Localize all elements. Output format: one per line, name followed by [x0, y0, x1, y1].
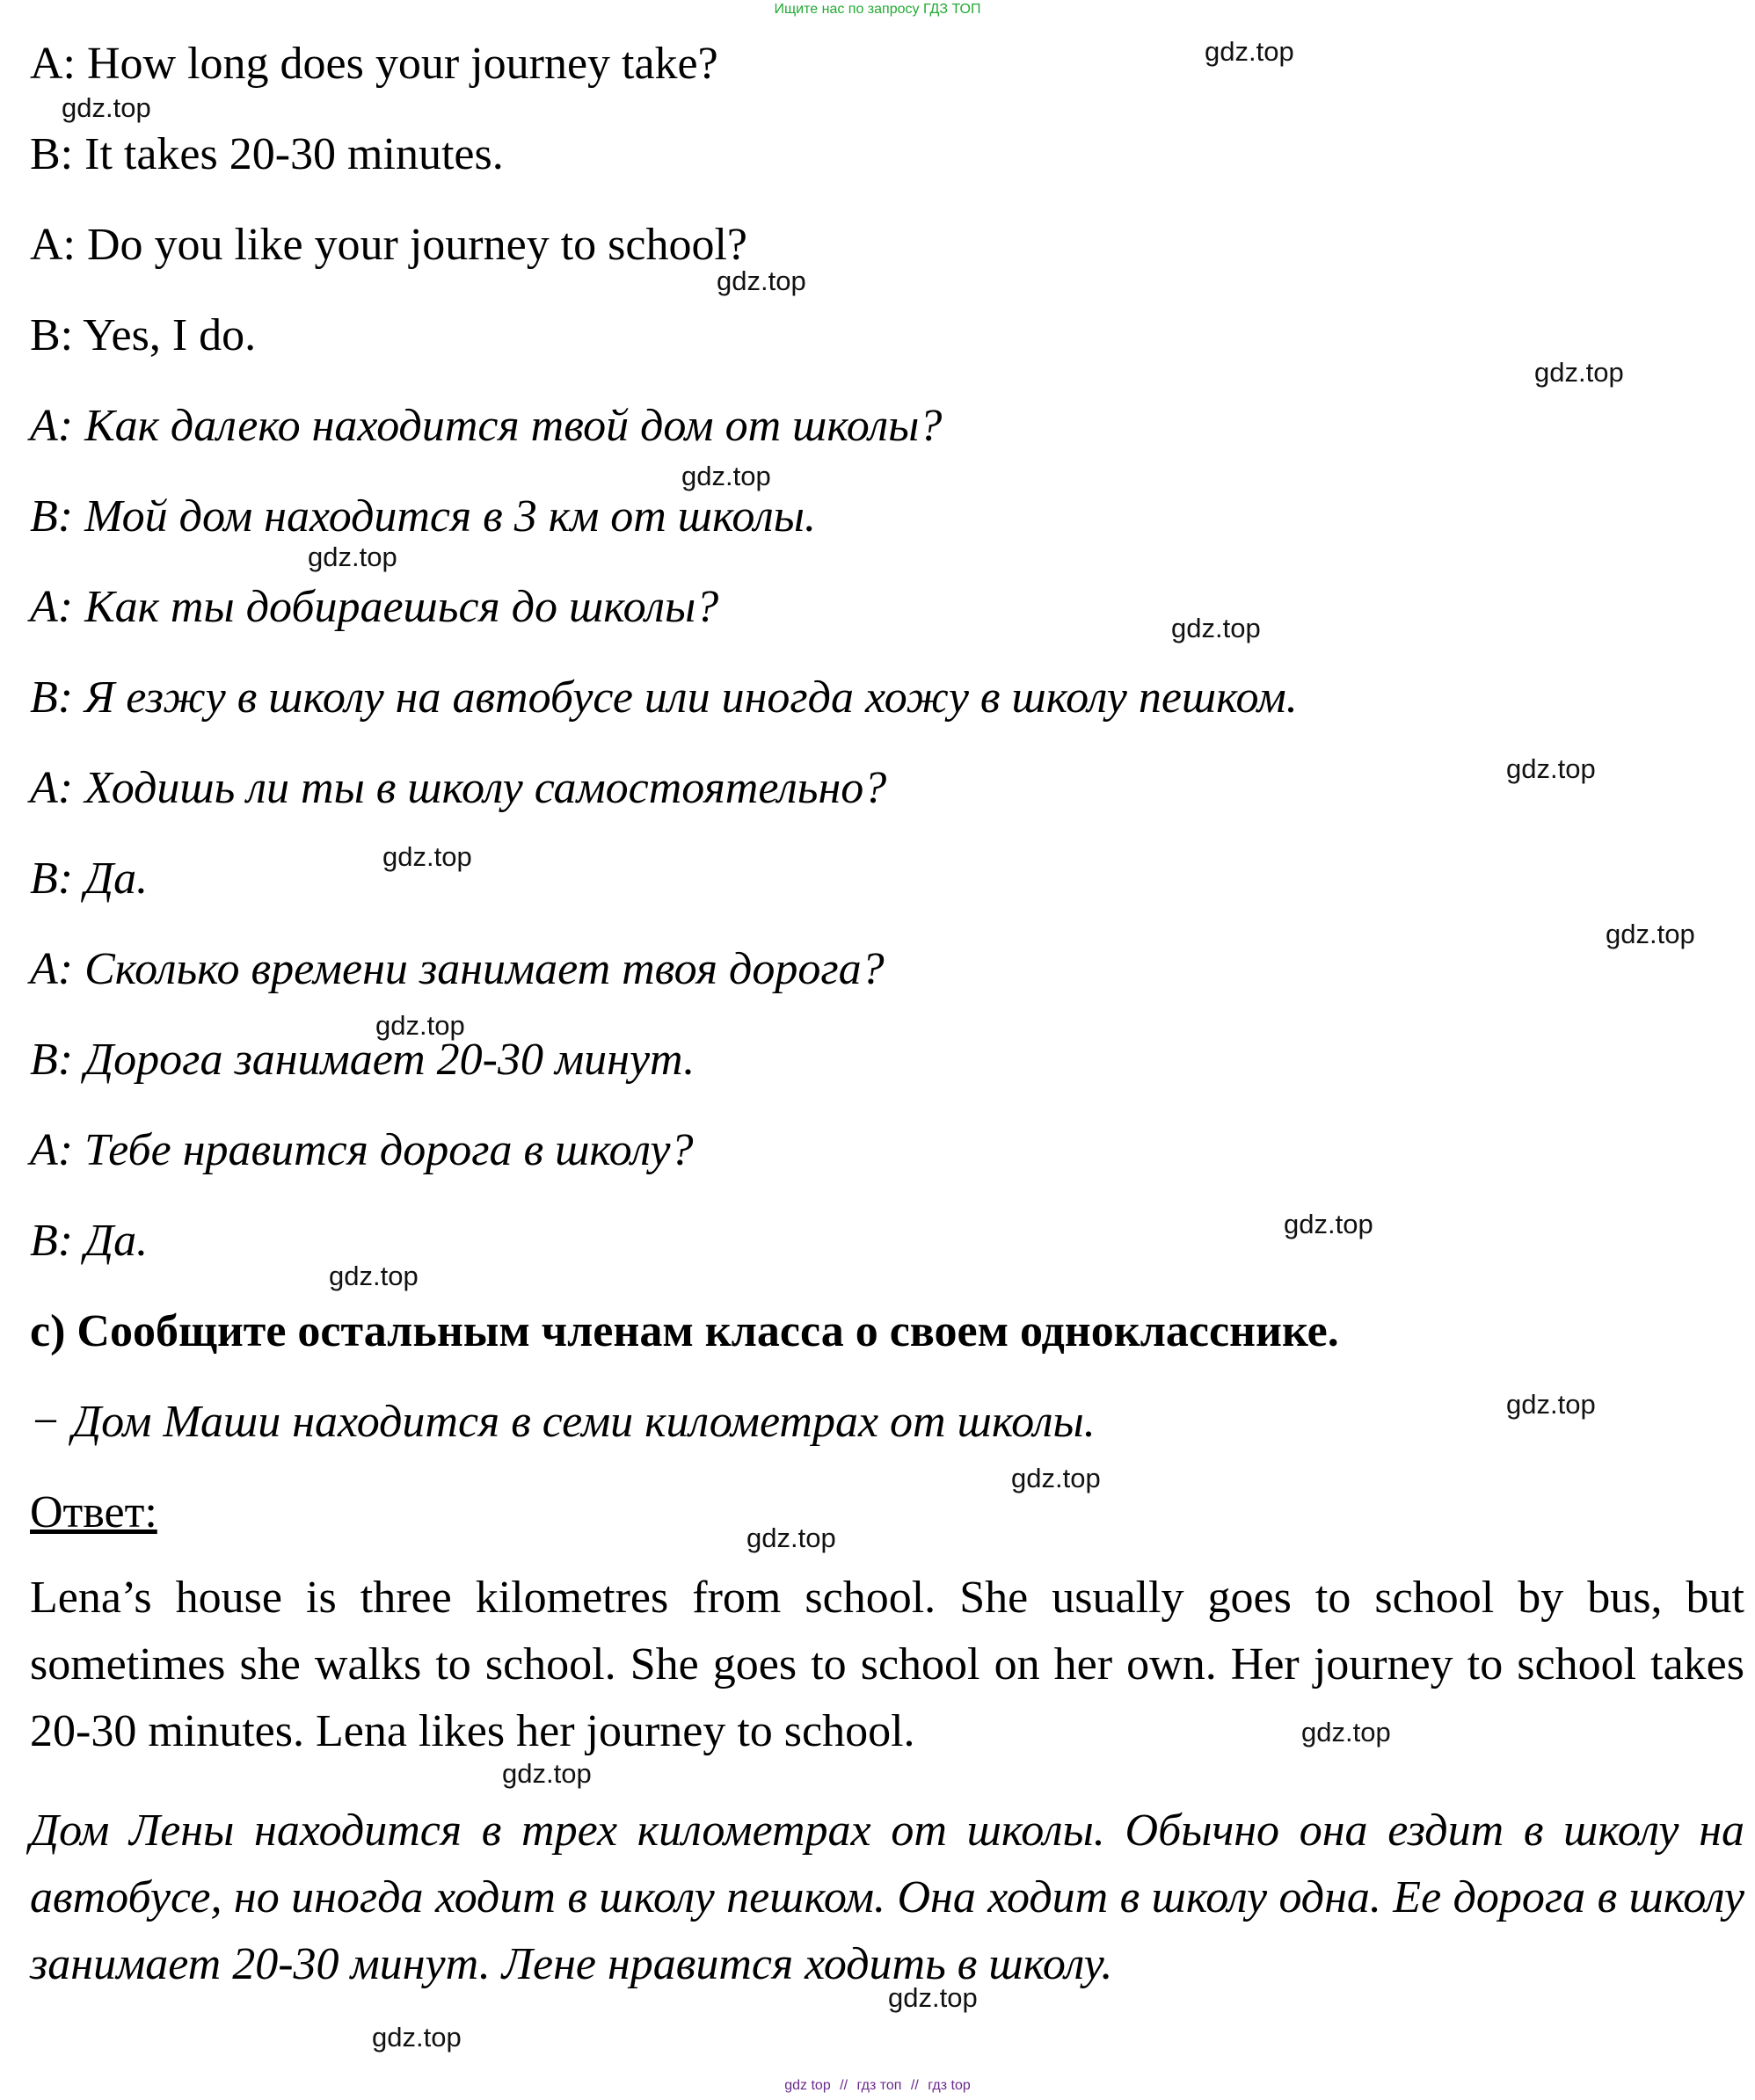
- watermark: gdz.top: [502, 1758, 592, 1789]
- watermark: gdz.top: [1205, 36, 1294, 67]
- watermark: gdz.top: [1506, 1389, 1596, 1420]
- dialogue-line: B: It takes 20-30 minutes.: [30, 129, 504, 179]
- dialogue-line: B: Yes, I do.: [30, 310, 257, 360]
- footer-separator: //: [910, 2078, 919, 2093]
- watermark: gdz.top: [375, 1010, 465, 1041]
- watermark: gdz.top: [1171, 613, 1261, 643]
- answer-russian: Дом Лены находится в трех километрах от школы. Обычно она ездит в школу на автобусе, но иногда ходит в школу пешком. Она ходит в школу одна. Ее дорога в школу занимает 20-30 минут. Лене нравится ходить в школу.: [30, 1806, 1744, 1989]
- answer-label: Ответ:: [30, 1487, 157, 1537]
- watermark: gdz.top: [1606, 919, 1695, 949]
- dialogue-line: B: Дорога занимает 20-30 минут.: [30, 1035, 695, 1085]
- watermark: gdz.top: [717, 265, 806, 296]
- watermark: gdz.top: [62, 92, 151, 123]
- dialogue-line: A: Как ты добираешься до школы?: [30, 582, 719, 632]
- footer-separator: //: [840, 2078, 848, 2093]
- dialogue-line: A: Как далеко находится твой дом от школы?: [30, 401, 943, 451]
- watermark: gdz.top: [382, 841, 472, 872]
- watermark: gdz.top: [888, 1982, 978, 2013]
- watermark: gdz.top: [1284, 1209, 1373, 1239]
- dialogue-line: B: Я езжу в школу на автобусе или иногда хожу в школу пешком.: [30, 672, 1298, 723]
- task-example: − Дом Маши находится в семи километрах от школы.: [30, 1397, 1096, 1447]
- dialogue-line: B: Да.: [30, 854, 149, 904]
- dialogue-line: A: How long does your journey take?: [30, 39, 718, 89]
- footer-link[interactable]: гдз top: [928, 2078, 971, 2093]
- top-banner: Ищите нас по запросу ГДЗ ТОП: [774, 2, 981, 17]
- watermark: gdz.top: [372, 2022, 462, 2053]
- answer-english: Lena’s house is three kilometres from school. She usually goes to school by bus, but sometimes she walks to school. She goes to school on her own. Her journey to school takes 20-30 minutes. Lena likes her journey to school.: [30, 1573, 1744, 1756]
- watermark: gdz.top: [681, 461, 771, 491]
- dialogue-line: A: Тебе нравится дорога в школу?: [30, 1125, 694, 1175]
- task-heading: c) Сообщите остальным членам класса о своем однокласснике.: [30, 1306, 1339, 1356]
- dialogue-line: A: Do you like your journey to school?: [30, 220, 747, 270]
- watermark: gdz.top: [1534, 357, 1624, 388]
- watermark: gdz.top: [329, 1261, 419, 1291]
- dialogue-line: B: Да.: [30, 1216, 149, 1266]
- watermark: gdz.top: [308, 541, 397, 572]
- dialogue-line: B: Мой дом находится в 3 км от школы.: [30, 491, 817, 541]
- dialogue-line: A: Ходишь ли ты в школу самостоятельно?: [30, 763, 887, 813]
- footer-link[interactable]: гдз топ: [856, 2078, 902, 2093]
- dialogue-line: A: Сколько времени занимает твоя дорога?: [30, 944, 885, 994]
- watermark: gdz.top: [1301, 1717, 1391, 1748]
- watermark: gdz.top: [746, 1522, 836, 1553]
- watermark: gdz.top: [1011, 1463, 1101, 1493]
- watermark: gdz.top: [1506, 753, 1596, 784]
- footer-links: [0, 2076, 1755, 2096]
- footer-link[interactable]: gdz top: [784, 2078, 831, 2093]
